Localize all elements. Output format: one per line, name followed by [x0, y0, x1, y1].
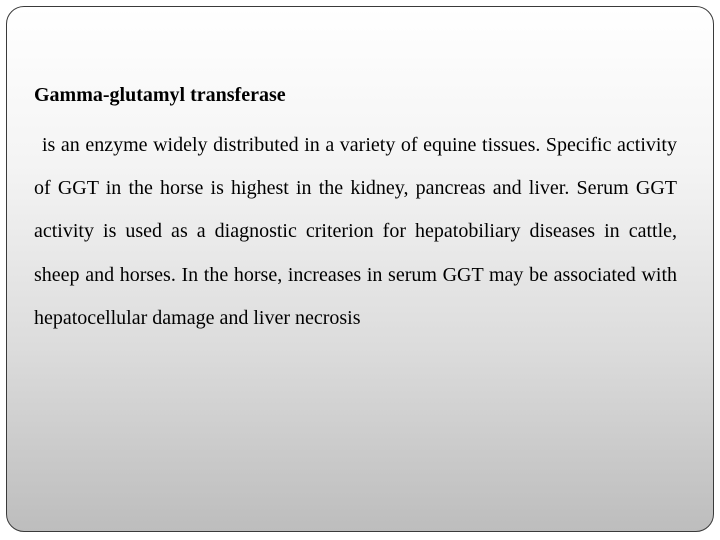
slide-frame	[6, 6, 714, 532]
slide-body-paragraph: is an enzyme widely distributed in a variety of equine tissues. Specific activity of GGT in the horse is highest in the kidney, pancreas and liver. Serum GGT activity is used as a diagnostic criterion for hepatobiliary diseases in cattle, sheep and horses. In the horse, increases in serum GGT may be associated with hepatocellular damage and liver necrosis	[34, 134, 677, 329]
slide-title: Gamma-glutamyl transferase	[34, 84, 286, 106]
